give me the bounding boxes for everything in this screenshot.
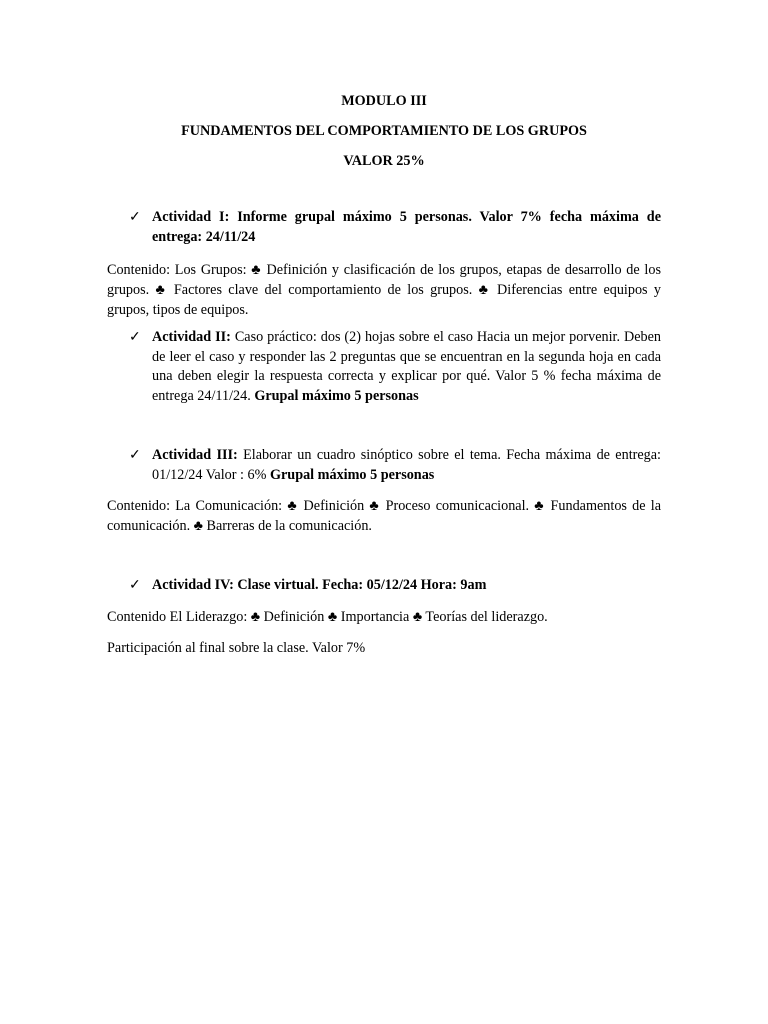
activity-3-text <box>152 446 661 485</box>
activity-2-body: Caso práctico: dos (2) hojas sobre el caso Hacia un mejor porvenir. Deben de leer el caso y responder las 2 preguntas que se encuentran en la segunda hoja en cada una deben elegir la respuesta correcta y explicar por qué. Valor 5 % fecha máxima de entrega 24/11/24. <box>152 329 662 404</box>
activity-2-group: Grupal máximo 5 personas <box>254 387 419 404</box>
activity-2 <box>107 328 661 406</box>
activity-4-text: Actividad IV: Clase virtual. Fecha: 05/12/24 Hora: 9am <box>152 577 487 593</box>
activity-4 <box>107 576 661 596</box>
content-grupos: Contenido: Los Grupos: ♣ Definición y clasificación de los grupos, etapas de desarrollo de los grupos. ♣ Factores clave del comportamiento de los grupos. ♣ Diferencias entre equipos y grupos, tipos de equipos. <box>107 262 661 318</box>
checkmark-icon: ✓ <box>129 448 141 463</box>
activity-1-text: Actividad I: Informe grupal máximo 5 personas. Valor 7% fecha máxima de entrega: 24/11/24 <box>152 209 661 245</box>
checkmark-icon: ✓ <box>129 210 141 225</box>
participation-note: Participación al final sobre la clase. Valor 7% <box>107 640 366 656</box>
activity-1 <box>107 208 661 247</box>
activity-2-label: Actividad II: <box>152 329 231 345</box>
activity-3 <box>107 446 661 485</box>
module-heading: MODULO III <box>341 93 427 109</box>
activity-3-label: Actividad III: <box>152 447 238 463</box>
module-value: VALOR 25% <box>343 153 425 169</box>
content-liderazgo: Contenido El Liderazgo: ♣ Definición ♣ Importancia ♣ Teorías del liderazgo. <box>107 609 548 625</box>
activity-3-group: Grupal máximo 5 personas <box>269 466 435 483</box>
content-comunicacion: Contenido: La Comunicación: ♣ Definición ♣ Proceso comunicacional. ♣ Fundamentos de la comunicación. ♣ Barreras de la comunicación. <box>107 498 661 534</box>
checkmark-icon: ✓ <box>129 330 141 345</box>
module-title: FUNDAMENTOS DEL COMPORTAMIENTO DE LOS GRUPOS <box>181 123 587 139</box>
activity-2-text <box>152 328 661 406</box>
checkmark-icon: ✓ <box>129 578 141 593</box>
activity-3-body: Elaborar un cuadro sinóptico sobre el tema. Fecha máxima de entrega: 01/12/24 Valor : 6% <box>152 447 661 483</box>
